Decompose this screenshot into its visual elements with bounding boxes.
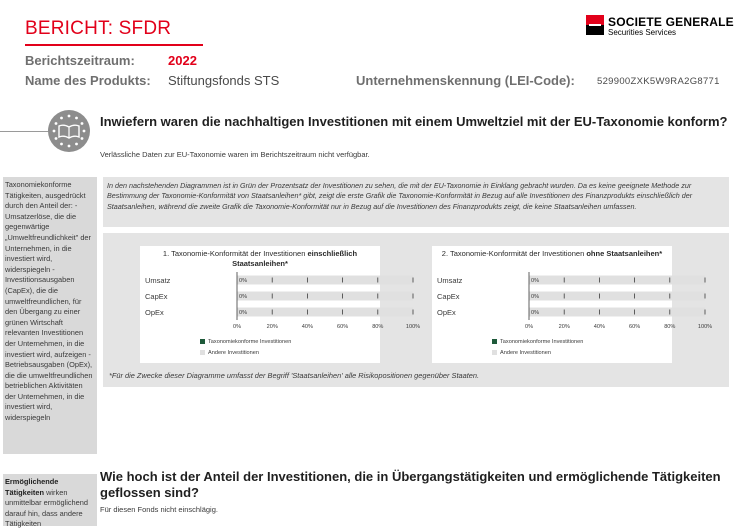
x-tick-label: 100% — [697, 324, 713, 330]
chart-2-title: 2. Taxonomie-Konformität der Investitionen ohne Staatsanleihen* — [441, 249, 663, 258]
chart-2 — [432, 246, 713, 363]
data-label: 0% — [531, 278, 540, 284]
chart-1 — [140, 246, 421, 363]
logo-name: SOCIETE GENERALE — [608, 15, 734, 29]
category-label: CapEx — [145, 292, 168, 301]
data-label: 0% — [239, 294, 248, 300]
data-label: 0% — [239, 310, 248, 316]
data-label: 0% — [239, 278, 248, 284]
legend-swatch-green — [492, 339, 497, 344]
section-connector-line — [0, 131, 52, 132]
product-label: Name des Produkts: — [25, 73, 151, 88]
sidebar-enabling-activities: Ermöglichende Tätigkeiten wirken unmittelbar ermöglichend darauf hin, dass andere Tätigkeiten — [3, 474, 97, 526]
x-tick-label: 80% — [372, 324, 384, 330]
product-value: Stiftungsfonds STS — [168, 73, 280, 88]
bar-segment — [529, 276, 705, 285]
x-tick-label: 20% — [558, 324, 570, 330]
section2-note: Für diesen Fonds nicht einschlägig. — [100, 505, 218, 514]
category-label: Umsatz — [437, 276, 463, 285]
sidebar-definition: Taxonomiekonforme Tätigkeiten, ausgedrückt durch den Anteil der: - Umsatzerlöse, die die gegenwärtige „Umweltfreundlichkeit" der Unternehmen, in die investiert wird, widerspiegeln - Investitionsausgaben (CapEx), die die umweltfreundlichen, für den Übergang zu einer grünen Wirtschaft relevanten Investitionen der Unternehmen, in die investiert wird, aufzeigen - Betriebsausgaben (OpEx), die die umweltfreundlichen betrieblichen Aktivitäten der Unternehmen, in die investiert wird, widerspiegeln — [3, 177, 97, 454]
chart-1-title: 1. Taxonomie-Konformität der Investitionen einschließlich Staatsanleihen* — [162, 249, 358, 268]
chart-footnote: *Für die Zwecke dieser Diagramme umfasst der Begriff 'Staatsanleihen' alle Risikopositionen gegenüber Staaten. — [109, 371, 480, 380]
company-logo — [586, 15, 736, 39]
lei-label: Unternehmenskennung (LEI-Code): — [356, 73, 575, 88]
section2-title: Wie hoch ist der Anteil der Investitionen, die in Übergangstätigkeiten und ermöglichende Tätigkeiten geflossen sind? — [100, 469, 721, 500]
period-value: 2022 — [168, 53, 197, 68]
x-tick-label: 40% — [593, 324, 606, 330]
x-tick-label: 60% — [628, 324, 641, 330]
legend-item: Taxonomiekonforme Investitionen — [492, 339, 583, 345]
category-label: OpEx — [145, 308, 164, 317]
bar-segment — [237, 292, 413, 301]
x-tick-label: 100% — [405, 324, 421, 330]
x-tick-label: 20% — [266, 324, 278, 330]
legend-swatch-green — [200, 339, 205, 344]
x-tick-label: 0% — [524, 324, 534, 330]
data-label: 0% — [531, 310, 540, 316]
x-tick-label: 40% — [301, 324, 314, 330]
data-label: 0% — [531, 294, 540, 300]
logo-mark-icon — [586, 15, 604, 35]
chart-1-plot — [140, 246, 421, 363]
bar-segment — [237, 308, 413, 317]
report-title: BERICHT: SFDR — [25, 18, 172, 39]
category-label: CapEx — [437, 292, 460, 301]
title-underline — [25, 44, 203, 46]
eu-flag-book-icon — [48, 110, 90, 152]
charts-panel — [103, 233, 729, 387]
legend-item: Andere Investitionen — [492, 350, 551, 356]
x-tick-label: 60% — [336, 324, 349, 330]
legend-swatch-grey — [492, 350, 497, 355]
period-label: Berichtszeitraum: — [25, 53, 135, 68]
x-tick-label: 80% — [664, 324, 676, 330]
chart-intro-text: In den nachstehenden Diagrammen ist in Grün der Prozentsatz der Investitionen zu sehen, die mit der EU-Taxonomie in Einklang gebracht wurden. Da es keine geeignete Methode zur Bestimmung der Taxonomie-Konformität von Staatsanleihen* gibt, zeigt die erste Grafik die Taxonomie-Konformität in Bezug auf alle Investitionen des Finanzprodukts einschließlich der Staatsanleihen, während die zweite Grafik die Taxonomie-Konformität nur in Bezug auf die Investitionen des Finanzprodukts zeigt, die keine Staatsanleihen umfassen. — [103, 177, 729, 227]
legend-swatch-grey — [200, 350, 205, 355]
legend-item: Taxonomiekonforme Investitionen — [200, 339, 291, 345]
x-tick-label: 0% — [232, 324, 242, 330]
lei-value: 529900ZXK5W9RA2G8771 — [597, 76, 720, 87]
section1-title: Inwiefern waren die nachhaltigen Investitionen mit einem Umweltziel mit der EU-Taxonomie konform? — [100, 114, 728, 129]
legend-item: Andere Investitionen — [200, 350, 259, 356]
category-label: Umsatz — [145, 276, 171, 285]
bar-segment — [529, 308, 705, 317]
logo-subtitle: Securities Services — [608, 28, 677, 37]
category-label: OpEx — [437, 308, 456, 317]
bar-segment — [529, 292, 705, 301]
chart-2-plot — [432, 246, 713, 363]
section1-note: Verlässliche Daten zur EU-Taxonomie waren im Berichtszeitraum nicht verfügbar. — [100, 150, 370, 159]
bar-segment — [237, 276, 413, 285]
